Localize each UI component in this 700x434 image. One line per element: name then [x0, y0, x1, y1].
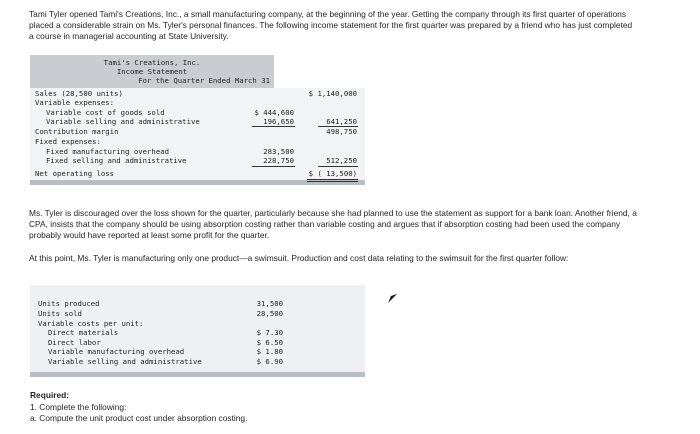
intro-paragraph: Tami Tyler opened Tami's Creations, Inc., a small manufacturing company, at the beginning of the year. Getting the company through its first quarter of operations placed a considerable strain on Ms. Tyler's personal finances. The following income statement for the first quarter was prepared by a friend who has just completed a course in managerial accounting at State University. — [29, 9, 633, 41]
contribution-margin-total: 498,750 — [326, 127, 357, 136]
fixed-total: 512,250 — [326, 156, 357, 165]
units-sold-value: 28,500 — [256, 309, 283, 318]
variable-costs-label: Variable costs per unit: — [38, 319, 144, 328]
vsa-amount: 196,650 — [263, 117, 294, 126]
required-item-1a: a. Compute the unit product cost under absorption costing. — [30, 413, 248, 423]
double-underline — [307, 179, 358, 180]
paragraph-3: At this point, Ms. Tyler is manufacturing only one product—a swimsuit. Production and cost data relating to the swimsuit for the first quarter follow: — [29, 253, 569, 263]
statement-period: For the Quarter Ended March 31 — [138, 76, 270, 85]
fsa-label: Fixed selling and administrative — [46, 156, 187, 165]
company-name: Tami's Creations, Inc. — [103, 58, 201, 67]
variable-sa-label: Variable selling and administrative — [48, 357, 202, 366]
direct-labor-value: $ 6.50 — [256, 338, 283, 347]
fixed-expenses-label: Fixed expenses: — [35, 137, 101, 146]
variable-sa-value: $ 6.90 — [256, 357, 283, 366]
direct-materials-label: Direct materials — [48, 328, 119, 337]
underline — [252, 126, 295, 127]
direct-labor-label: Direct labor — [48, 338, 101, 347]
variable-expenses-label: Variable expenses: — [35, 98, 115, 107]
units-sold-label: Units sold — [38, 309, 82, 318]
income-statement-header — [30, 55, 274, 88]
net-operating-loss-total: $ ( 13,500) — [308, 169, 357, 178]
vsa-label: Variable selling and administrative — [46, 117, 200, 126]
paragraph-2: Ms. Tyler is discouraged over the loss shown for the quarter, particularly because she had planned to use the statement as support for a bank loan. Another friend, a CPA, insists that the company should be using absorption costing rather than variable costing and argues that if absorption costing had been used the company probably would have reported at least some profit for the quarter. — [29, 208, 637, 240]
fmo-amount: 283,500 — [263, 147, 294, 156]
contribution-margin-label: Contribution margin — [35, 127, 119, 136]
production-bottom-bar — [30, 372, 365, 377]
statement-title: Income Statement — [116, 67, 188, 76]
fsa-amount: 228,750 — [263, 156, 294, 165]
units-produced-label: Units produced — [38, 299, 100, 308]
required-item-1: 1. Complete the following: — [30, 402, 127, 412]
vcgs-amount: $ 444,600 — [254, 108, 294, 117]
vcgs-label: Variable cost of goods sold — [46, 108, 165, 117]
units-produced-value: 31,500 — [256, 299, 283, 308]
sales-total: $ 1,140,000 — [308, 89, 357, 98]
net-operating-loss-label: Net operating loss — [35, 169, 115, 178]
double-underline — [307, 181, 358, 182]
variable-overhead-label: Variable manufacturing overhead — [48, 347, 185, 356]
variable-total: 641,250 — [326, 117, 357, 126]
underline — [318, 166, 358, 167]
underline — [252, 166, 295, 167]
variable-overhead-value: $ 1.80 — [256, 347, 283, 356]
sales-label: Sales (28,500 units) — [35, 89, 123, 98]
fmo-label: Fixed manufacturing overhead — [46, 147, 170, 156]
required-heading: Required: — [30, 390, 70, 400]
mouse-cursor-icon — [387, 292, 399, 304]
direct-materials-value: $ 7.30 — [256, 328, 283, 337]
